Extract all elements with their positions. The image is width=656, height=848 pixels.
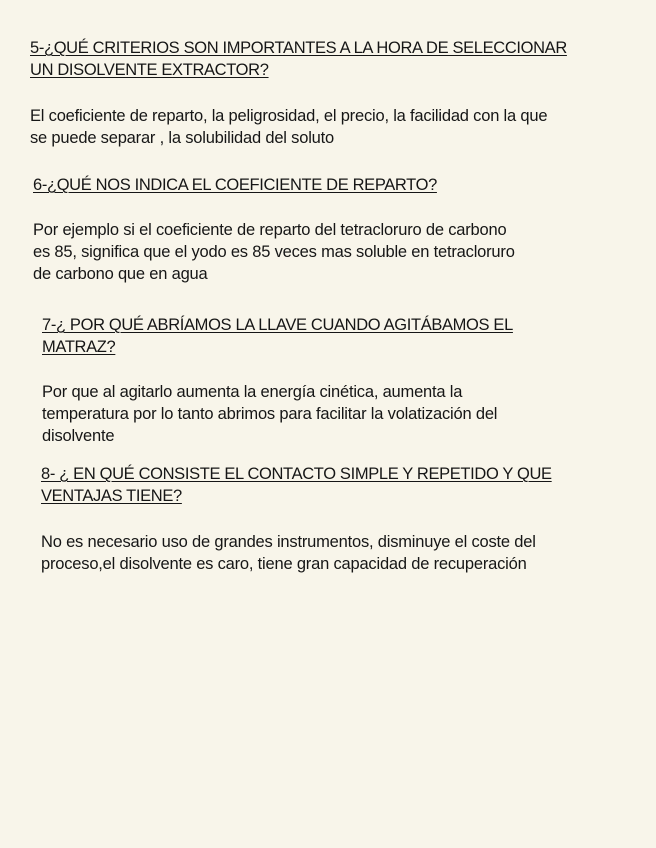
answer-7-line-1: Por que al agitarlo aumenta la energía cinética, aumenta la (42, 383, 463, 401)
question-6-heading (33, 174, 437, 196)
question-8-heading (41, 463, 552, 507)
answer-7-paragraph (42, 381, 497, 447)
answer-7-line-3: disolvente (42, 427, 115, 445)
question-8-line-2: VENTAJAS TIENE? (41, 487, 182, 505)
answer-5-paragraph (30, 105, 547, 149)
answer-6-line-3: de carbono que en agua (33, 265, 208, 283)
question-5-line-2: UN DISOLVENTE EXTRACTOR? (30, 61, 269, 79)
question-5-line-1: 5-¿QUÉ CRITERIOS SON IMPORTANTES A LA HORA DE SELECCIONAR (30, 39, 567, 57)
question-7-heading (42, 314, 513, 358)
question-7-line-1: 7-¿ POR QUÉ ABRÍAMOS LA LLAVE CUANDO AGITÁBAMOS EL (42, 316, 513, 334)
answer-5-line-1: El coeficiente de reparto, la peligrosidad, el precio, la facilidad con la que (30, 107, 548, 125)
answer-8-paragraph (41, 531, 536, 575)
question-8-line-1: 8- ¿ EN QUÉ CONSISTE EL CONTACTO SIMPLE Y REPETIDO Y QUE (41, 465, 552, 483)
answer-5-line-2: se puede separar , la solubilidad del soluto (30, 129, 334, 147)
answer-7-line-2: temperatura por lo tanto abrimos para facilitar la volatización del (42, 405, 498, 423)
question-6-line-1: 6-¿QUÉ NOS INDICA EL COEFICIENTE DE REPARTO? (33, 176, 437, 194)
question-7-line-2: MATRAZ? (42, 338, 116, 356)
answer-6-paragraph (33, 219, 515, 285)
answer-6-line-2: es 85, significa que el yodo es 85 veces mas soluble en tetracloruro (33, 243, 515, 261)
answer-8-line-1: No es necesario uso de grandes instrumentos, disminuye el coste del (41, 533, 536, 551)
answer-6-line-1: Por ejemplo si el coeficiente de reparto del tetracloruro de carbono (33, 221, 507, 239)
question-5-heading (30, 37, 567, 81)
answer-8-line-2: proceso,el disolvente es caro, tiene gran capacidad de recuperación (41, 555, 527, 573)
